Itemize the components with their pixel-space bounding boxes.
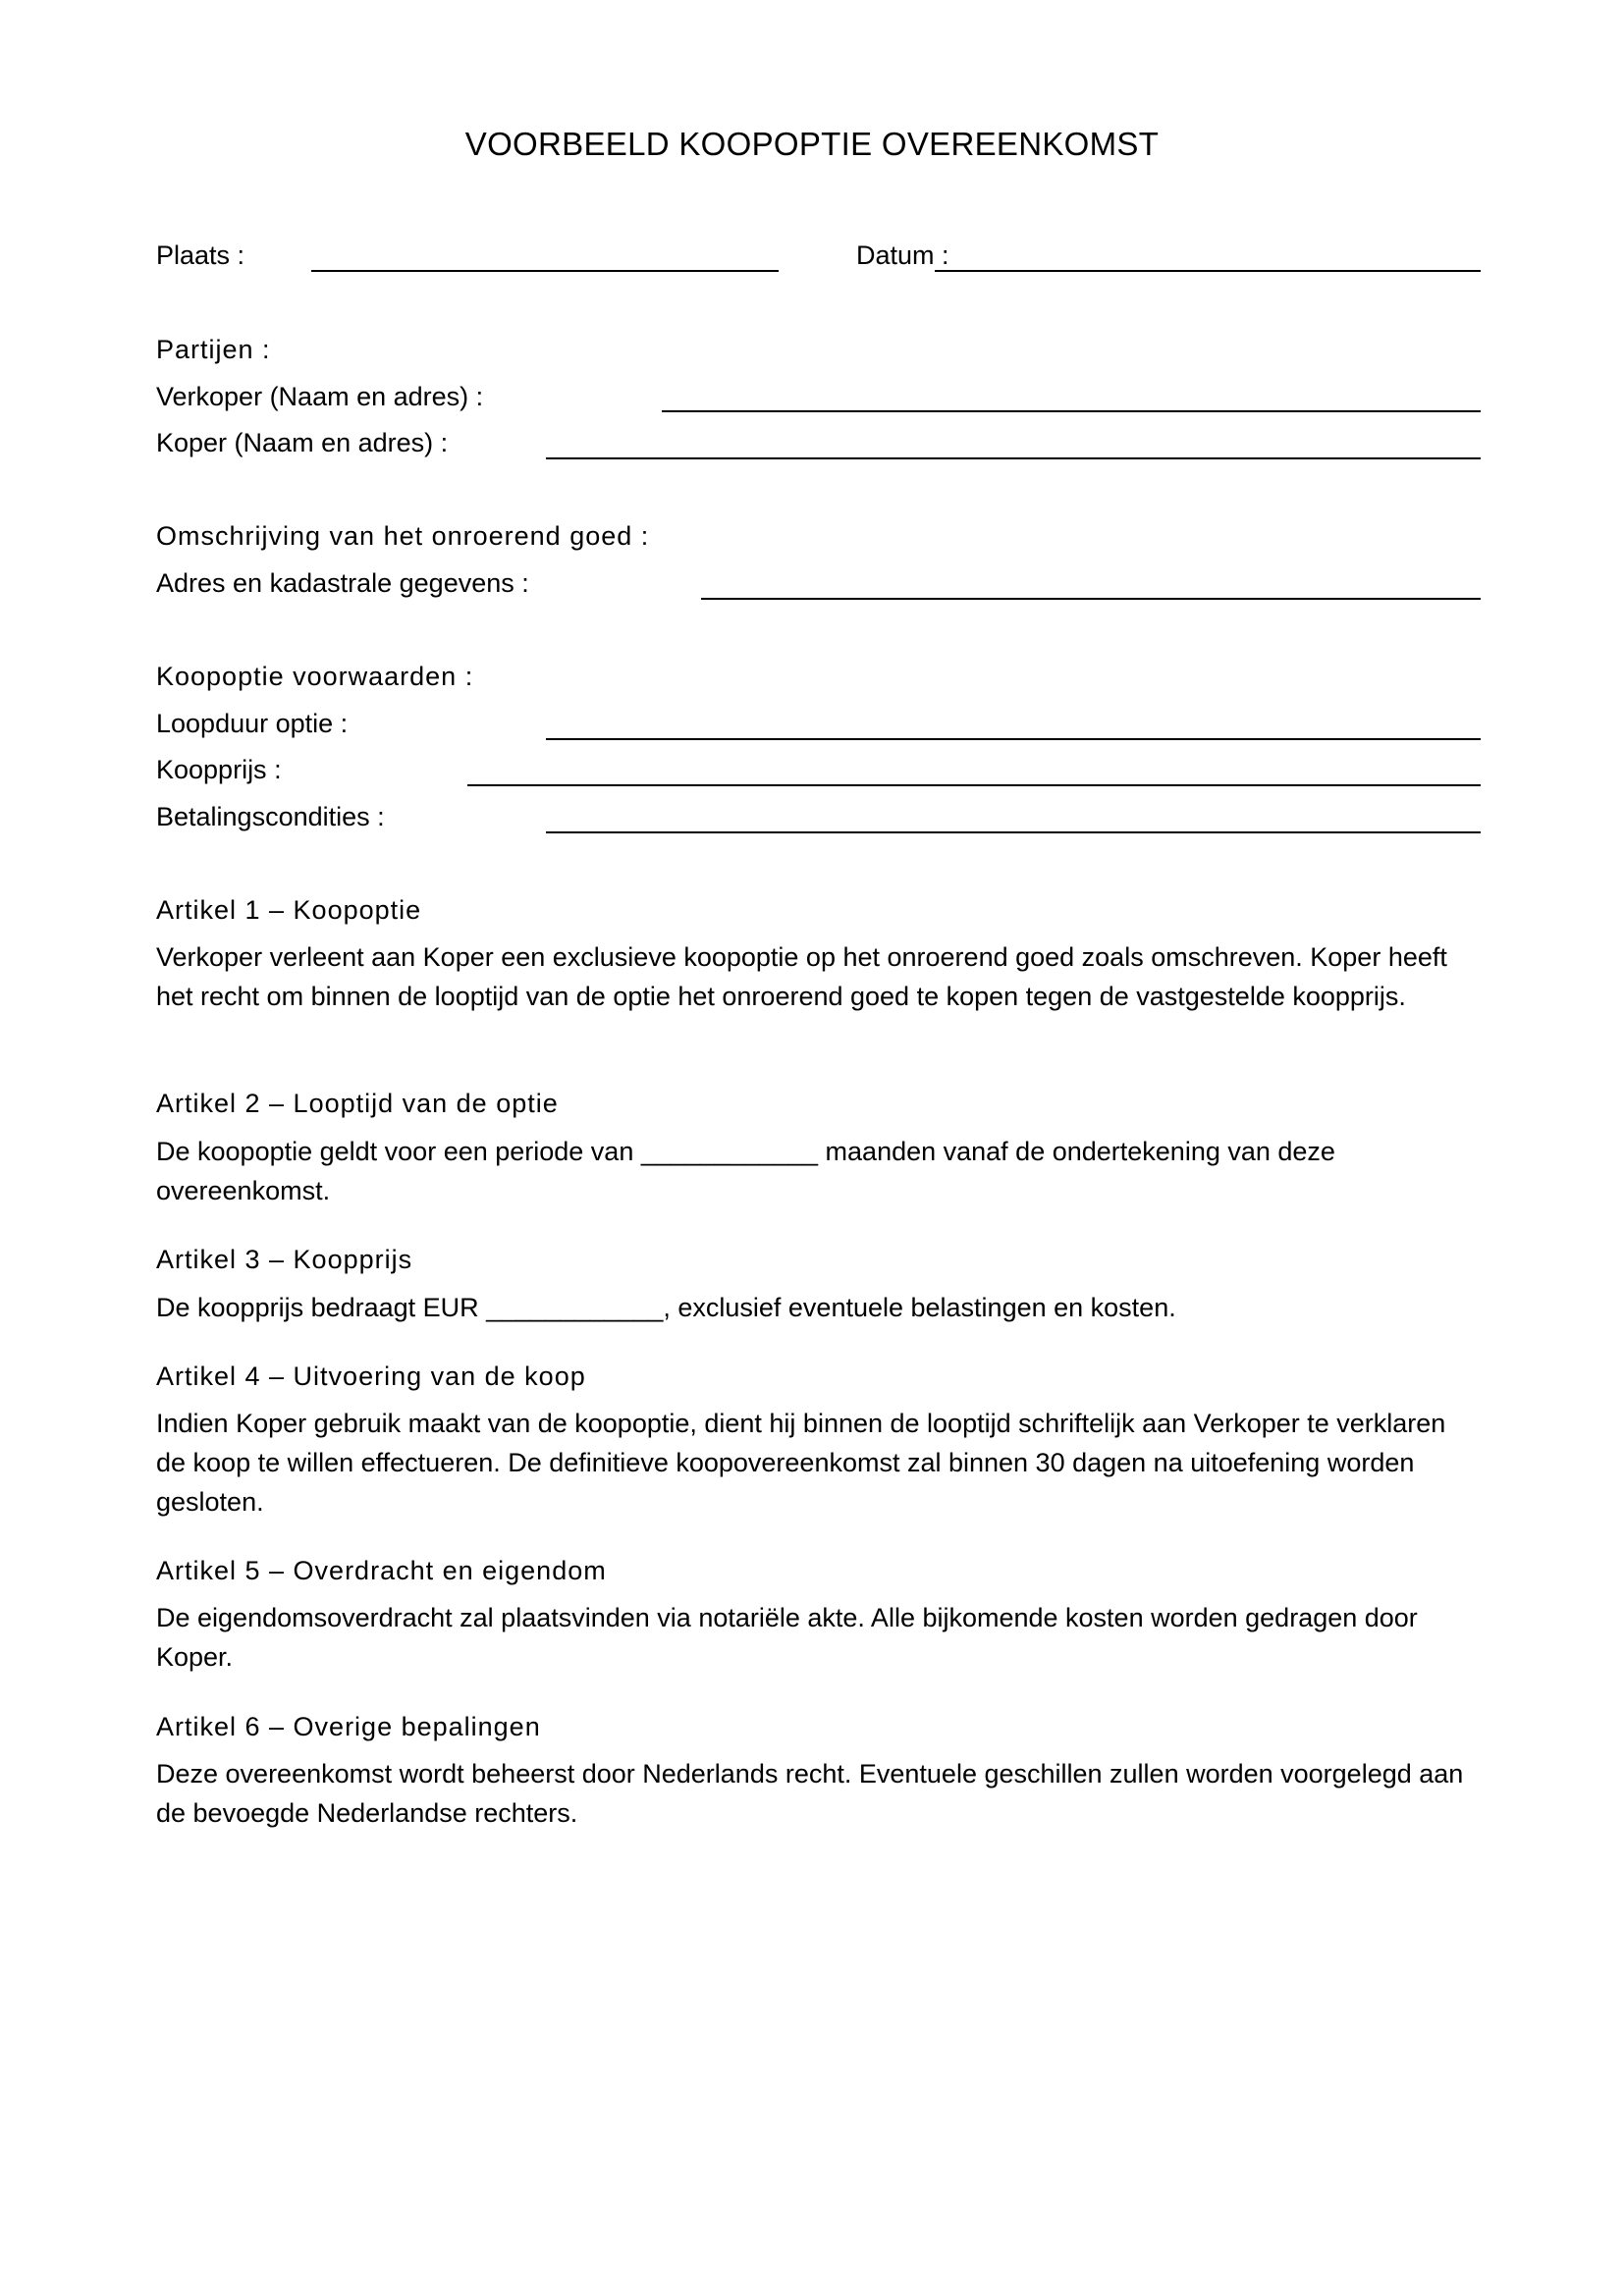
article-2-text: De koopoptie geldt voor een periode van ____________ maanden vanaf de ondertekening van deze overeenkomst. bbox=[156, 1137, 1335, 1205]
conditions-heading: Koopoptie voorwaarden : bbox=[156, 662, 474, 691]
article-4-text: Indien Koper gebruik maakt van de koopoptie, dient hij binnen de looptijd schriftelijk aan Verkoper te verklaren de koop te willen effectueren. De definitieve koopovereenkomst zal binnen 30 dagen na uitoefening worden gesloten. bbox=[156, 1409, 1446, 1517]
property-heading: Omschrijving van het onroerend goed : bbox=[156, 521, 650, 551]
date-label: Datum : bbox=[856, 240, 949, 270]
place-blank-line[interactable] bbox=[311, 270, 779, 272]
buyer-blank-line[interactable] bbox=[546, 457, 1481, 459]
seller-label: Verkoper (Naam en adres) : bbox=[156, 382, 484, 411]
duration-label: Loopduur optie : bbox=[156, 709, 349, 738]
price-label: Koopprijs : bbox=[156, 755, 282, 784]
seller-blank-line[interactable] bbox=[662, 410, 1481, 412]
place-label: Plaats : bbox=[156, 240, 245, 270]
article-1-heading: Artikel 1 – Koopoptie bbox=[156, 895, 422, 925]
document-title: VOORBEELD KOOPOPTIE OVEREENKOMST bbox=[464, 126, 1160, 162]
property-address-label: Adres en kadastrale gegevens : bbox=[156, 568, 529, 598]
date-blank-line[interactable] bbox=[935, 270, 1481, 272]
payment-blank-line[interactable] bbox=[546, 831, 1481, 833]
property-address-blank-line[interactable] bbox=[701, 598, 1481, 600]
article-5-text: De eigendomsoverdracht zal plaatsvinden via notariële akte. Alle bijkomende kosten worden gedragen door Koper. bbox=[156, 1603, 1418, 1672]
article-1-text: Verkoper verleent aan Koper een exclusieve koopoptie op het onroerend goed zoals omschreven. Koper heeft het recht om binnen de looptijd van de optie het onroerend goed te kopen tegen de vastgestelde koopprijs. bbox=[156, 942, 1447, 1011]
parties-heading: Partijen : bbox=[156, 335, 271, 364]
article-4-heading: Artikel 4 – Uitvoering van de koop bbox=[156, 1362, 586, 1391]
article-2-heading: Artikel 2 – Looptijd van de optie bbox=[156, 1089, 559, 1118]
article-6-heading: Artikel 6 – Overige bepalingen bbox=[156, 1712, 541, 1741]
article-5-heading: Artikel 5 – Overdracht en eigendom bbox=[156, 1556, 607, 1585]
payment-label: Betalingscondities : bbox=[156, 802, 385, 831]
article-3-heading: Artikel 3 – Koopprijs bbox=[156, 1245, 413, 1274]
article-3-text: De koopprijs bedraagt EUR ____________, exclusief eventuele belastingen en kosten. bbox=[156, 1293, 1176, 1322]
article-6-text: Deze overeenkomst wordt beheerst door Nederlands recht. Eventuele geschillen zullen worden voorgelegd aan de bevoegde Nederlandse rechters. bbox=[156, 1759, 1464, 1828]
duration-blank-line[interactable] bbox=[546, 738, 1481, 740]
price-blank-line[interactable] bbox=[467, 784, 1481, 786]
buyer-label: Koper (Naam en adres) : bbox=[156, 428, 449, 457]
